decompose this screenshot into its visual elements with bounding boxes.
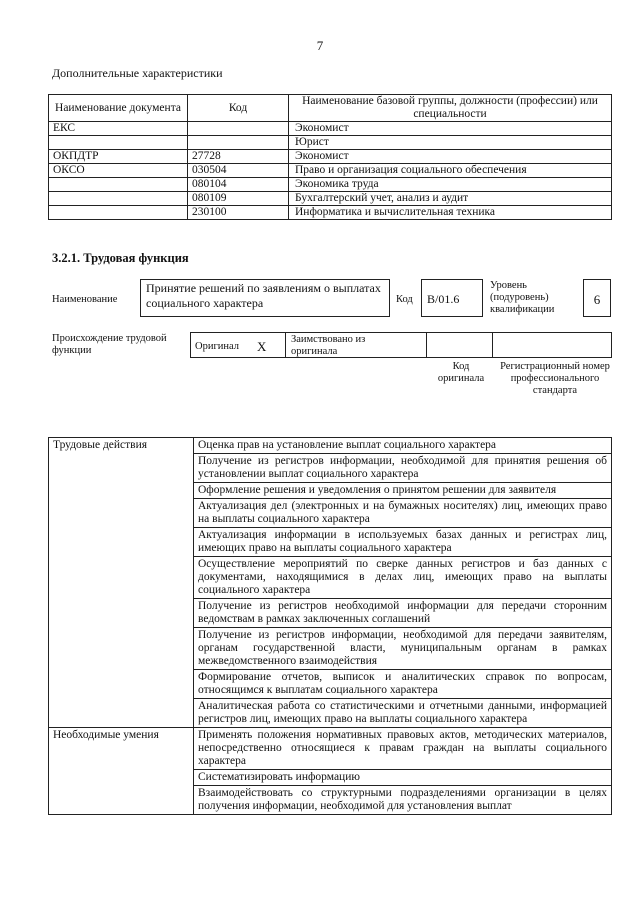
cell-code: 27728 xyxy=(188,150,289,164)
name-label: Наименование xyxy=(52,294,118,305)
original-label: Оригинал xyxy=(195,341,239,352)
cell-document xyxy=(49,178,188,192)
header-group-name: Наименование базовой группы, должности (профессии) или специальности xyxy=(289,95,612,122)
level-label: Уровень (подуровень) квалификации xyxy=(490,280,555,315)
actions-item: Оформление решения и уведомления о принятом решении для заявителя xyxy=(194,483,612,499)
skills-item: Систематизировать информацию xyxy=(194,770,612,786)
table-row xyxy=(49,728,612,770)
classification-row xyxy=(49,150,612,164)
classification-row xyxy=(49,206,612,220)
section-title: Дополнительные характеристики xyxy=(52,66,223,80)
level-value: 6 xyxy=(583,279,611,317)
cell-document xyxy=(49,192,188,206)
cell-group-name: Право и организация социального обеспечения xyxy=(289,164,612,178)
cell-group-name: Экономика труда xyxy=(289,178,612,192)
actions-label: Трудовые действия xyxy=(49,438,194,728)
cell-document: ОКСО xyxy=(49,164,188,178)
actions-item: Аналитическая работа со статистическими и отчетными данными, информацией регистров лиц, имеющих право на выплаты социального характера xyxy=(194,699,612,728)
actions-item: Получение из регистров необходимой информации для передачи сторонним ведомствам в рамках заключенных соглашений xyxy=(194,599,612,628)
cell-group-name: Экономист xyxy=(289,150,612,164)
skills-label: Необходимые умения xyxy=(49,728,194,815)
actions-item: Актуализация информации в используемых базах данных и регистрах лиц, имеющих право на выплаты социального характера xyxy=(194,528,612,557)
function-name: Принятие решений по заявлениям о выплатах социального характера xyxy=(140,279,390,317)
header-document: Наименование документа xyxy=(49,95,188,122)
cell-code: 030504 xyxy=(188,164,289,178)
actions-item: Формирование отчетов, выписок и аналитических справок по вопросам, относящимся к выплатам социального характера xyxy=(194,670,612,699)
function-heading: 3.2.1. Трудовая функция xyxy=(52,251,189,265)
cell-code: 080104 xyxy=(188,178,289,192)
divider xyxy=(492,333,493,357)
cell-code: 080109 xyxy=(188,192,289,206)
cell-code xyxy=(188,136,289,150)
cell-document: ЕКС xyxy=(49,122,188,136)
header-code: Код xyxy=(188,95,289,122)
classification-row xyxy=(49,178,612,192)
origin-strip xyxy=(190,332,612,358)
classification-row xyxy=(49,164,612,178)
actions-item: Оценка прав на установление выплат социального характера xyxy=(194,438,612,454)
code-label: Код xyxy=(396,294,413,305)
reg-number-caption: Регистрационный номер профессионального стандарта xyxy=(500,361,610,396)
cell-document xyxy=(49,136,188,150)
labor-function-table xyxy=(48,437,612,815)
original-mark: X xyxy=(257,339,267,354)
cell-document xyxy=(49,206,188,220)
actions-item: Осуществление мероприятий по сверке данных регистров и баз данных с документами, находящимися в делах лиц, имеющих право на выплаты социального характера xyxy=(194,557,612,599)
borrowed-label: Заимствовано из оригинала xyxy=(291,334,366,357)
actions-item: Получение из регистров информации, необходимой для передачи заявителям, органам государственной власти, муниципальным органам в рамках межведомственного взаимодействия xyxy=(194,628,612,670)
cell-code xyxy=(188,122,289,136)
classification-row xyxy=(49,192,612,206)
divider xyxy=(285,333,286,357)
classification-row xyxy=(49,136,612,150)
function-code: B/01.6 xyxy=(421,279,483,317)
skills-item: Применять положения нормативных правовых актов, методических материалов, непосредственно относящиеся к правам граждан на выплаты социального характера xyxy=(194,728,612,770)
table-row xyxy=(49,438,612,454)
cell-group-name: Юрист xyxy=(289,136,612,150)
origin-label: Происхождение трудовой функции xyxy=(52,333,167,356)
cell-group-name: Бухгалтерский учет, анализ и аудит xyxy=(289,192,612,206)
classification-table xyxy=(48,94,612,220)
classification-row xyxy=(49,122,612,136)
cell-document: ОКПДТР xyxy=(49,150,188,164)
cell-group-name: Информатика и вычислительная техника xyxy=(289,206,612,220)
classification-header-row xyxy=(49,95,612,122)
cell-group-name: Экономист xyxy=(289,122,612,136)
divider xyxy=(426,333,427,357)
skills-item: Взаимодействовать со структурными подразделениями организации в целях получения информации, необходимой для установления выплат xyxy=(194,786,612,815)
cell-code: 230100 xyxy=(188,206,289,220)
page-number: 7 xyxy=(316,38,324,53)
code-original-caption: Код оригинала xyxy=(437,361,485,384)
actions-item: Актуализация дел (электронных и на бумажных носителях) лиц, имеющих право на выплаты социального характера xyxy=(194,499,612,528)
actions-item: Получение из регистров информации, необходимой для принятия решения об установлении выплат социального характера xyxy=(194,454,612,483)
